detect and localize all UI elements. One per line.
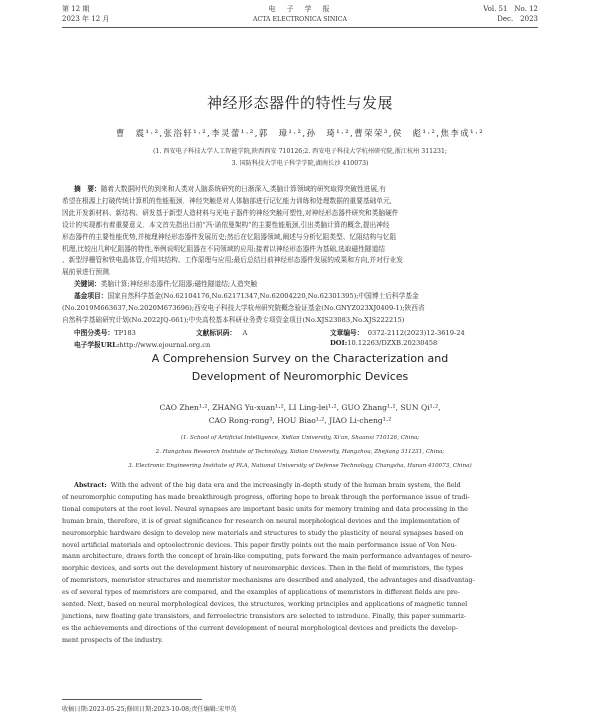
abstract-en-line: tional computers at the root level. Neural synapses are important basic units for memory training and data processing in the [62,504,468,513]
title-en [0,350,600,386]
abstract-cn-line: 、新型浮栅管和铁电晶体管,介绍其结构、工作原理与应用;最后总结目前神经形态器件发展的成果和方向,并对行业发 [62,256,403,265]
keywords-cn [62,279,538,291]
clc-label: 中图分类号： [74,329,115,337]
keywords-cn-label: 关键词： [74,280,101,288]
funding-cn-line: (No.2019M663637,No.2020M673696);西安电子科技大学杭州研究院概念验证基金(No.GNYZ023XJ0409-1);陕西省 [62,303,425,312]
abstract-cn-line: 随着大数据时代的到来和人类对人脑系统研究的日渐深入,类脑计算领域的研究取得突破性进展,有 [100,185,386,193]
abstract-en-line: sented. Next, based on neural morphological devices, the structures, working principles and applications of magnetic tunnel [62,600,468,609]
abstract-en [62,480,540,647]
abstract-en-line: human brain, therefore, it is of great significance for research on neural morphological devices and the implementation of [62,516,460,525]
doi-label: DOI: [330,339,348,347]
url-label: 电子学报URL: [74,341,120,349]
affiliation-en-line2: 2. Hangzhou Research Institute of Technology, Xidian University, Hangzhou, Zhejiang 311231, China; [155,449,445,455]
keywords-cn-text: 类脑计算;神经形态器件;忆阻器;磁性隧道结;人造突触 [100,280,257,288]
url-value[interactable]: http://www.ejournal.org.cn [119,341,211,349]
funding-cn [62,291,538,327]
affiliation-cn-line2: 3. 国防科技大学电子科学学院,湖南长沙 410073) [231,160,369,167]
abstract-en-line: of memristors, memristor structures and memristor mechanisms are described and analyzed, the advantages and disadvantag- [62,576,475,585]
funding-cn-line: 国家自然科学基金(No.62104176,No.62171347,No.62004220,No.62301395);中国博士后科学基金 [107,292,419,300]
article-label: 文章编号： [330,329,364,337]
abstract-cn-line: 希望在根源上打破传统计算机的性能瓶颈．神经突触是对人体脑部进行记忆能力训练和处理数据的重要基础单元, [62,196,392,205]
abstract-cn-line: 设计的实现都有着重要意义．本文首先指出目前“冯·诺依曼架构”的主要性能瓶颈,引出类脑计算的概念,提出神经 [62,220,390,229]
doc-value: A [242,329,248,337]
affiliation-cn-line1: (1. 西安电子科技大学人工智能学院,陕西西安 710126;2. 西安电子科技大学杭州研究院,浙江杭州 311231; [153,148,447,155]
doc-label: 文献标识码： [196,329,237,337]
abstract-en-line: es of several types of memristors are compared, and the examples of applications of memristors in different fields are pre- [62,588,460,597]
clc-number [74,327,136,337]
title-en-line1: A Comprehension Survey on the Characterization and [151,352,449,365]
abstract-en-line: of neuromorphic computing has made breakthrough progress, offering hope to break through the performance issue of tradi- [62,492,470,501]
doi-value[interactable]: 10.12263/DZXB.20230458 [347,339,438,347]
header-issue-cn: 第 12 期 [62,5,90,13]
affiliation-en-line3: 3. Electronic Engineering Institute of PLA, National University of Defense Technology, Changsha, Hunan 410073, China) [128,463,472,469]
header-journal-cn: 电 子 学 报 [268,5,332,13]
abstract-en-line: junctions, new floating gate transistors, and ferroelectric transistors are selected to introduce. Finally, this paper summariz- [62,611,467,620]
clc-value: TP183 [114,329,136,337]
authors-en-line2: CAO Rong-rong³, HOU Biao¹·², JIAO Li-cheng¹·² [208,416,392,425]
header-volume: Vol. 51 No. 12 [483,5,538,13]
abstract-en-line: neuromorphic hardware design to develop new materials and structures to study the plasticity of neural synapses based on [62,528,464,537]
funding-cn-line: 自然科学基础研究计划(No.2022JQ-661);中央高校基本科研业务费专项资金项目(No.XJS23083,No.XJS222215) [62,315,405,324]
doi [330,339,437,347]
footnote-dates: 收稿日期:2023-05-25;修回日期:2023-10-08;责任编辑:宋甲英 [62,706,237,713]
abstract-en-line: ment prospects of the industry. [62,635,163,644]
header-rule [62,27,538,28]
title-en-line2: Development of Neuromorphic Devices [191,370,409,383]
article-value: 0372-2112(2023)12-3619-24 [367,329,465,337]
journal-url [74,339,210,349]
affiliation-en-line1: (1. School of Artificial Intelligence, Xidian University, Xi'an, Shaanxi 710126, China; [180,435,420,441]
title-cn: 神经形态器件的特性与发展 [206,94,393,112]
abstract-cn-line: 机理,比较出几种忆阻器的特性,举例说明忆阻器在不同领域的应用;接着以神经形态器件为基础,选取磁性隧道结 [62,244,385,253]
abstract-cn-line: 形态器件的主要性能优势,并梳理神经形态器件发展历史;然后在忆阻器领域,阐述与分析忆阻类型、忆阻结构与忆阻 [62,232,397,241]
funding-cn-label: 基金项目： [74,292,108,300]
header-date-en: Dec. 2023 [497,15,538,23]
abstract-cn-label: 摘 要： [74,185,101,193]
header-journal-en: ACTA ELECTRONICA SINICA [253,16,347,23]
abstract-cn-line: 展前景进行预测． [62,268,116,277]
authors-en-line1: CAO Zhen¹·², ZHANG Yu-xuan¹·², LI Ling-lei¹·², GUO Zhang¹·², SUN Qi¹·², [159,403,441,412]
abstract-en-label: Abstract: [74,481,107,489]
abstract-cn [62,184,538,279]
abstract-cn-line: 因此开发新材料、新结构、研发基于新型人造材料与光电子器件的神经突触可塑性,对神经形态器件研究和类脑硬件 [62,208,399,217]
header-date-cn: 2023 年 12 月 [62,15,110,23]
abstract-en-line: With the advent of the big data era and the increasingly in-depth study of the human brain system, the field [110,481,461,489]
abstract-en-line: morphic devices, and sorts out the development history of neuromorphic devices. Then in the field of memristors, the types [62,564,464,573]
abstract-en-line: novel artificial materials and optoelectronic devices. This paper firstly points out the main performance issue of Von Neu- [62,540,457,549]
abstract-en-line: es the achievements and directions of the current development of neural morphological devices and predicts the develop- [62,623,458,632]
doc-code [196,327,247,337]
footnote-rule [62,699,202,700]
authors-cn: 曹 震¹·²,张浴轩¹·²,李灵蕾¹·²,郭 璋¹·²,孙 琦¹·²,曹荣荣³,侯 彪¹·²,焦李成¹·² [115,128,485,138]
abstract-en-line: mann architecture, draws forth the concept of brain-like computing, puts forward the main performance advantages of neuro- [62,552,473,561]
article-number [330,327,465,337]
authors-en [0,401,600,427]
